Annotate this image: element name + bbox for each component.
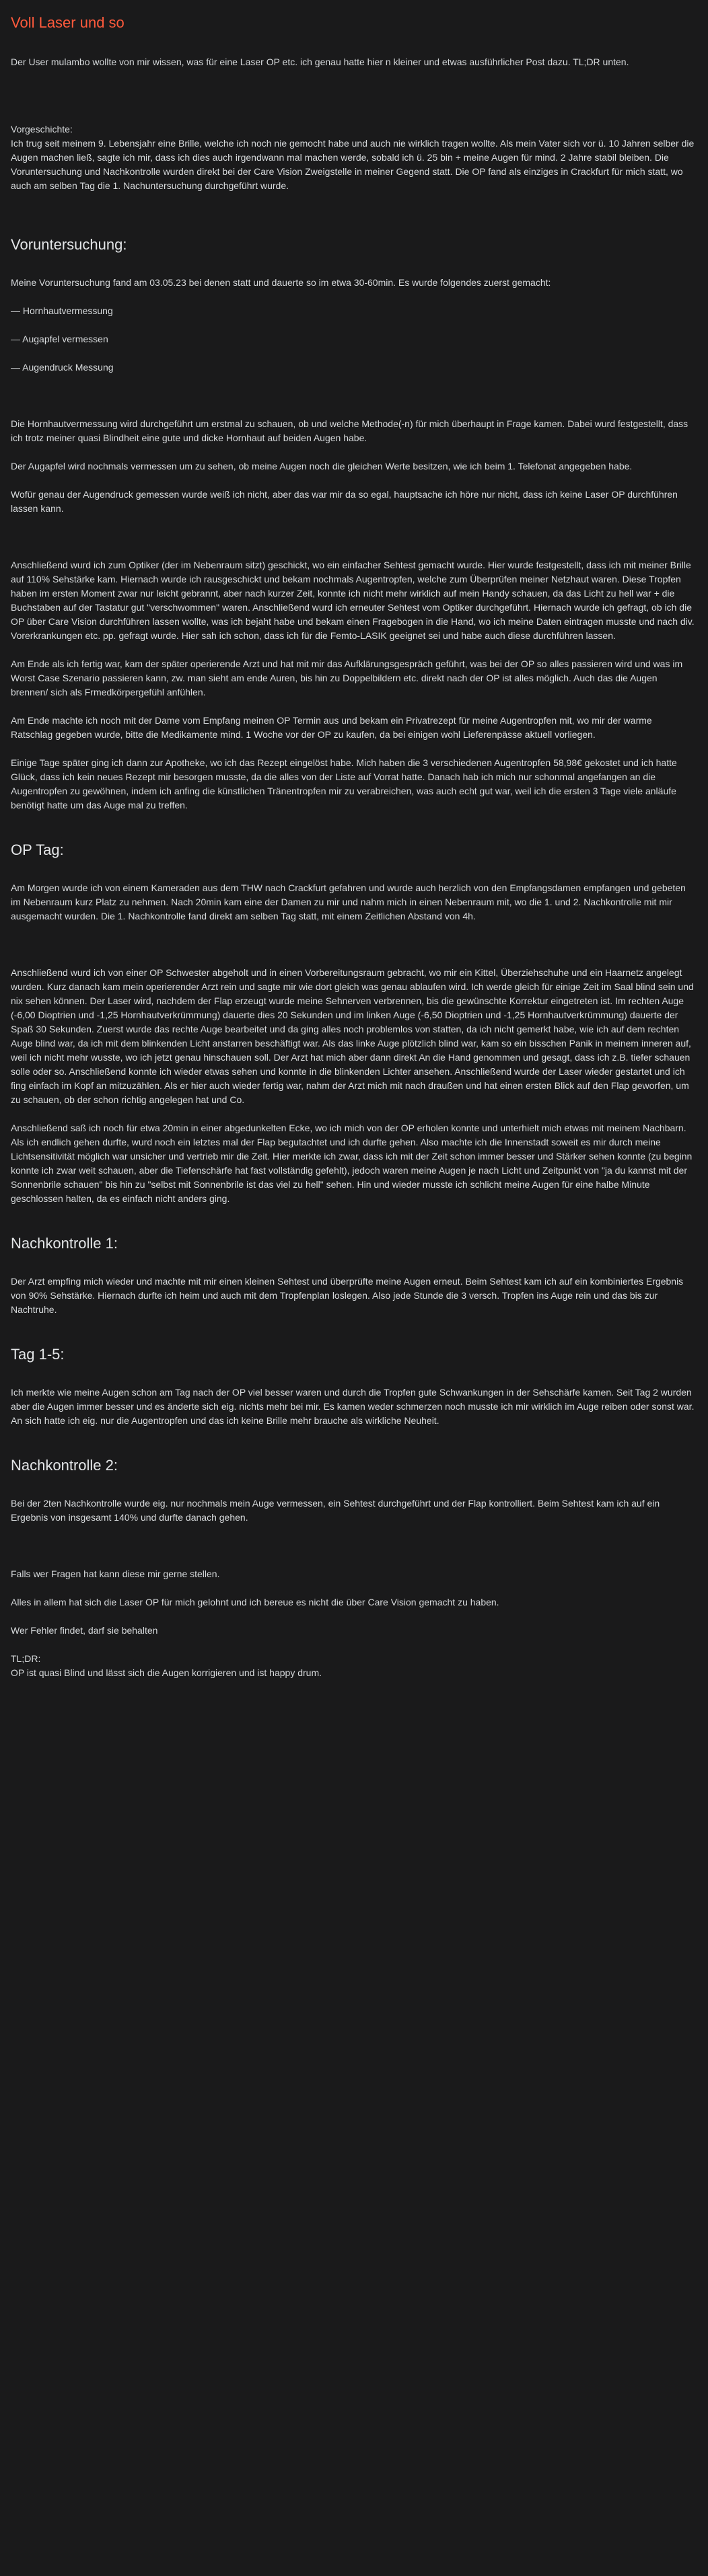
closing-paragraph: Wer Fehler findet, darf sie behalten — [11, 1625, 158, 1636]
history-text: Ich trug seit meinem 9. Lebensjahr eine Brille, welche ich noch nie gemocht habe und auch nie wirklich tragen wollte. Als mein Vater sich vor ü. 10 Jahren selber die Augen machen ließ, sagte ich mir, dass ich dies auch irgendwann mal machen werde, sobald ich ü. 25 bin + meine Augen für mind. 2 Jahre stabil bleiben. Die Voruntersuchung und Nachkontrolle wurden direkt bei der Care Vision Zweigstelle in meiner Gegend statt. Die OP fand als einziges in Crackfurt für mich statt, wo auch am selben Tag die 1. Nachuntersuchung durchgeführt wurde. — [11, 138, 695, 191]
op-day-paragraph: Anschließend wurd ich von einer OP Schwester abgeholt und in einen Vorbereitungsraum gebracht, wo mir ein Kittel, Überziehschuhe und ein Haarnetz angelegt wurden. Kurz danach kam mein operierender Arzt rein und sagte mir wie dort gleich was genau ablaufen wird. Ich werde gleich für einige Zeit im Saal blind sein und nix sehen können. Der Laser wird, nachdem der Flap erzeugt wurde meine Sehnerven verbrennen, bis die gewünschte Korrektur eingetreten ist. Im rechten Auge (-6,00 Dioptrien und -1,25 Hornhautverkrümmung) dauerte dies 20 Sekunden und im linken Auge (-6,50 Dioptrien und -1,25 Hornhautverkrümmung) dauerte der Spaß 30 Sekunden. Zuerst wurde das rechte Auge bearbeitet und da ging alles noch problemlos von statten, da ich nicht gemerkt habe, wie ich auf dem rechten Auge blind war, da ich mit dem blinkenden Licht anstarren beschäftigt war. Als das linke Auge plötzlich blind war, kam so ein bisschen Panik in meinem inneren auf, weil ich nicht mehr wusste, wo ich jetzt genau hinschauen soll. Der Arzt hat mich aber dann direkt An die Hand genommen und gesagt, dass ich z.B. tiefer schauen solle oder so. Anschließend konnte ich wieder etwas sehen und konnte in die blinkenden Lichter ansehen. Anschließend wurde der Laser wieder gestartet und ich fing einfach im Kopf an mitzuzählen. Als er hier auch wieder fertig war, nahm der Arzt mich mit nach draußen und hat einen ersten Blick auf den Flap geworfen, um zu schauen, ob der schon richtig angelegen hat und Co. — [11, 967, 694, 1105]
pre-exam-paragraph: Anschließend wurd ich zum Optiker (der im Nebenraum sitzt) geschickt, wo ein einfacher Sehtest gemacht wurde. Hier wurde festgestellt, dass ich mit meiner Brille auf 110% Sehstärke kam. Hiernach wurde ich rausgeschickt und bekam nochmals Augentropfen, welche zum Überprüfen meiner Netzhaut waren. Diese Tropfen haben im ersten Moment zwar nur leicht gebrannt, aber nach kurzer Zeit, konnte ich nicht mehr wirklich auf mein Handy schauen, da das Licht zu hell war + die Buchstaben auf der Tastatur gut "verschwommen" waren. Anschließend wurd ich erneuter Sehtest vom Optiker durchgeführt. Hiernach wurde ich gefragt, ob ich die OP über Care Vision durchführen lassen wollte, was ich bejaht habe und bekam einen Fragebogen in die Hand, wo ich meine Daten eintragen musste und nach div. Vorerkrankungen etc. pp. gefragt wurde. Hier sah ich schon, dass ich für die Femto-LASIK geeignet sei und habe auch diese durchführen lassen. — [11, 560, 695, 641]
closing-paragraph: Falls wer Fragen hat kann diese mir gerne stellen. — [11, 1568, 220, 1579]
post-title[interactable]: Voll Laser und so — [11, 14, 125, 31]
follow-up-2-paragraph: Bei der 2ten Nachkontrolle wurde eig. nur nochmals mein Auge vermessen, ein Sehtest durchgeführt und der Flap kontrolliert. Beim Sehtest kam ich auf ein Ergebnis von insgesamt 140% und durfte danach gehen. — [11, 1498, 660, 1523]
section-heading-follow-up-2: Nachkontrolle 2: — [11, 1457, 118, 1474]
days-paragraph: Ich merkte wie meine Augen schon am Tag nach der OP viel besser waren und durch die Tropfen gute Schwankungen in der Sehschärfe kamen. Seit Tag 2 wurden aber die Augen immer besser und es änderte sich eig. nichts mehr bei mir. Es kamen weder schmerzen noch musste ich mir wirklich im Auge reiben oder sonst war. An sich hatte ich eig. nur die Augentropfen und das ich keine Brille mehr brauche als wirkliche Neuheit. — [11, 1387, 695, 1426]
op-day-paragraph: Anschließend saß ich noch für etwa 20min in einer abgedunkelten Ecke, wo ich mich von der OP erholen konnte und unterhielt mich etwas mit meinem Nachbarn. Als ich endlich gehen durfte, wurd noch ein letztes mal der Flap begutachtet und ich durfte gehen. Also machte ich die Innenstadt soweit es mir durch meine Lichtsensitivität möglich war unsicher und vertrieb mir die Zeit. Hier merkte ich zwar, dass ich mit der Zeit schon immer besser und Stärker sehen konnte (zu beginn konnte ich zwar weit schauen, aber die Tiefenschärfe hat fast vollständig gefehlt), jedoch waren meine Augen je nach Licht und Zeitpunkt von "ja du kannst mit der Sonnenbrile schauen" bis hin zu "selbst mit Sonnenbrile ist das viel zu hell" sehen. Hin und wieder musste ich schlicht meine Augen für eine halbe Minute geschlossen halten, da es einfach nicht anders ging. — [11, 1123, 693, 1204]
pre-exam-intro: Meine Voruntersuchung fand am 03.05.23 bei denen statt und dauerte so im etwa 30-60min. Es wurde folgendes zuerst gemacht: — [11, 277, 551, 288]
tldr-label: TL;DR: — [11, 1653, 41, 1664]
list-item: — Augapfel vermessen — [11, 334, 108, 344]
pre-exam-paragraph: Die Hornhautvermessung wird durchgeführt um erstmal zu schauen, ob und welche Methode(-n) für mich überhaupt in Frage kamen. Dabei wurd festgestellt, dass ich trotz meiner quasi Blindheit eine gute und dicke Hornhaut auf beiden Augen habe. — [11, 418, 688, 443]
follow-up-1-paragraph: Der Arzt empfing mich wieder und machte mit mir einen kleinen Sehtest und überprüfte meine Augen erneut. Beim Sehtest kam ich auf ein kombiniertes Ergebnis von 90% Sehstärke. Hiernach durfte ich heim und auch mit dem Tropfenplan loslegen. Also jede Stunde die 3 versch. Tropfen ins Auge rein und das bis zur Nachtruhe. — [11, 1276, 684, 1315]
list-item: — Augendruck Messung — [11, 362, 114, 373]
history-label: Vorgeschichte: — [11, 124, 73, 135]
pre-exam-paragraph: Der Augapfel wird nochmals vermessen um zu sehen, ob meine Augen noch die gleichen Werte besitzen, wie ich beim 1. Telefonat angegeben habe. — [11, 461, 633, 471]
pre-exam-paragraph: Am Ende als ich fertig war, kam der später operierende Arzt und hat mit mir das Aufklärungsgespräch geführt, was bei der OP so alles passieren wird und was im Worst Case Szenario passieren kann, zw. man sieht am ende Auren, bis hin zu Doppelbildern etc. direkt nach der OP ist alles möglich. Auch das die Augen brennen/ sich als Frmedkörpergefühl anfühlen. — [11, 658, 683, 697]
pre-exam-paragraph: Am Ende machte ich noch mit der Dame vom Empfang meinen OP Termin aus und bekam ein Privatrezept für meine Augentropfen mit, wo mir der warme Ratschlag gegeben wurde, bitte die Medikamente mind. 1 Woche vor der OP zu kaufen, da bei einigen wohl Lieferenpässe aktuell vorliegen. — [11, 715, 652, 740]
post-intro: Der User mulambo wollte von mir wissen, was für eine Laser OP etc. ich genau hatte hier n kleiner und etwas ausführlicher Post dazu. TL;DR unten. — [11, 56, 629, 67]
closing-paragraph: Alles in allem hat sich die Laser OP für mich gelohnt und ich bereue es nicht die über Care Vision gemacht zu haben. — [11, 1597, 499, 1607]
section-heading-days: Tag 1-5: — [11, 1346, 65, 1363]
op-day-paragraph: Am Morgen wurde ich von einem Kameraden aus dem THW nach Crackfurt gefahren und wurde auch herzlich von den Empfangsdamen empfangen und gebeten im Nebenraum kurz Platz zu nehmen. Nach 20min kam eine der Damen zu mir und nahm mich in einen Nebenraum mit, wo die 1. und 2. Nachkontrolle mit mir ausgemacht wurden. Die 1. Nachkontrolle fand direkt am selben Tag statt, mit einem Zeitlichen Abstand von 4h. — [11, 882, 686, 921]
section-heading-pre-exam: Voruntersuchung: — [11, 236, 127, 253]
pre-exam-paragraph: Wofür genau der Augendruck gemessen wurde weiß ich nicht, aber das war mir da so egal, hauptsache ich höre nur nicht, dass ich keine Laser OP durchführen lassen kann. — [11, 489, 678, 514]
section-heading-op-day: OP Tag: — [11, 841, 64, 858]
pre-exam-paragraph: Einige Tage später ging ich dann zur Apotheke, wo ich das Rezept eingelöst habe. Mich haben die 3 verschiedenen Augentropfen 58,98€ gekostet und ich hatte Glück, dass ich kein neues Rezept mir besorgen musste, da die alles von der Liste auf Vorrat hatte. Danach hab ich mich nur schonmal angefangen an die Augentropfen zu gewöhnen, indem ich anfing die künstlichen Tränentropfen mir zu verabreichen, was auch echt gut war, weil ich die ersten 3 Tage viele anläufe benötigt hatte um das Auge mal zu treffen. — [11, 757, 677, 810]
section-heading-follow-up-1: Nachkontrolle 1: — [11, 1235, 118, 1252]
list-item: — Hornhautvermessung — [11, 305, 113, 316]
tldr-text: OP ist quasi Blind und lässt sich die Augen korrigieren und ist happy drum. — [11, 1667, 322, 1678]
